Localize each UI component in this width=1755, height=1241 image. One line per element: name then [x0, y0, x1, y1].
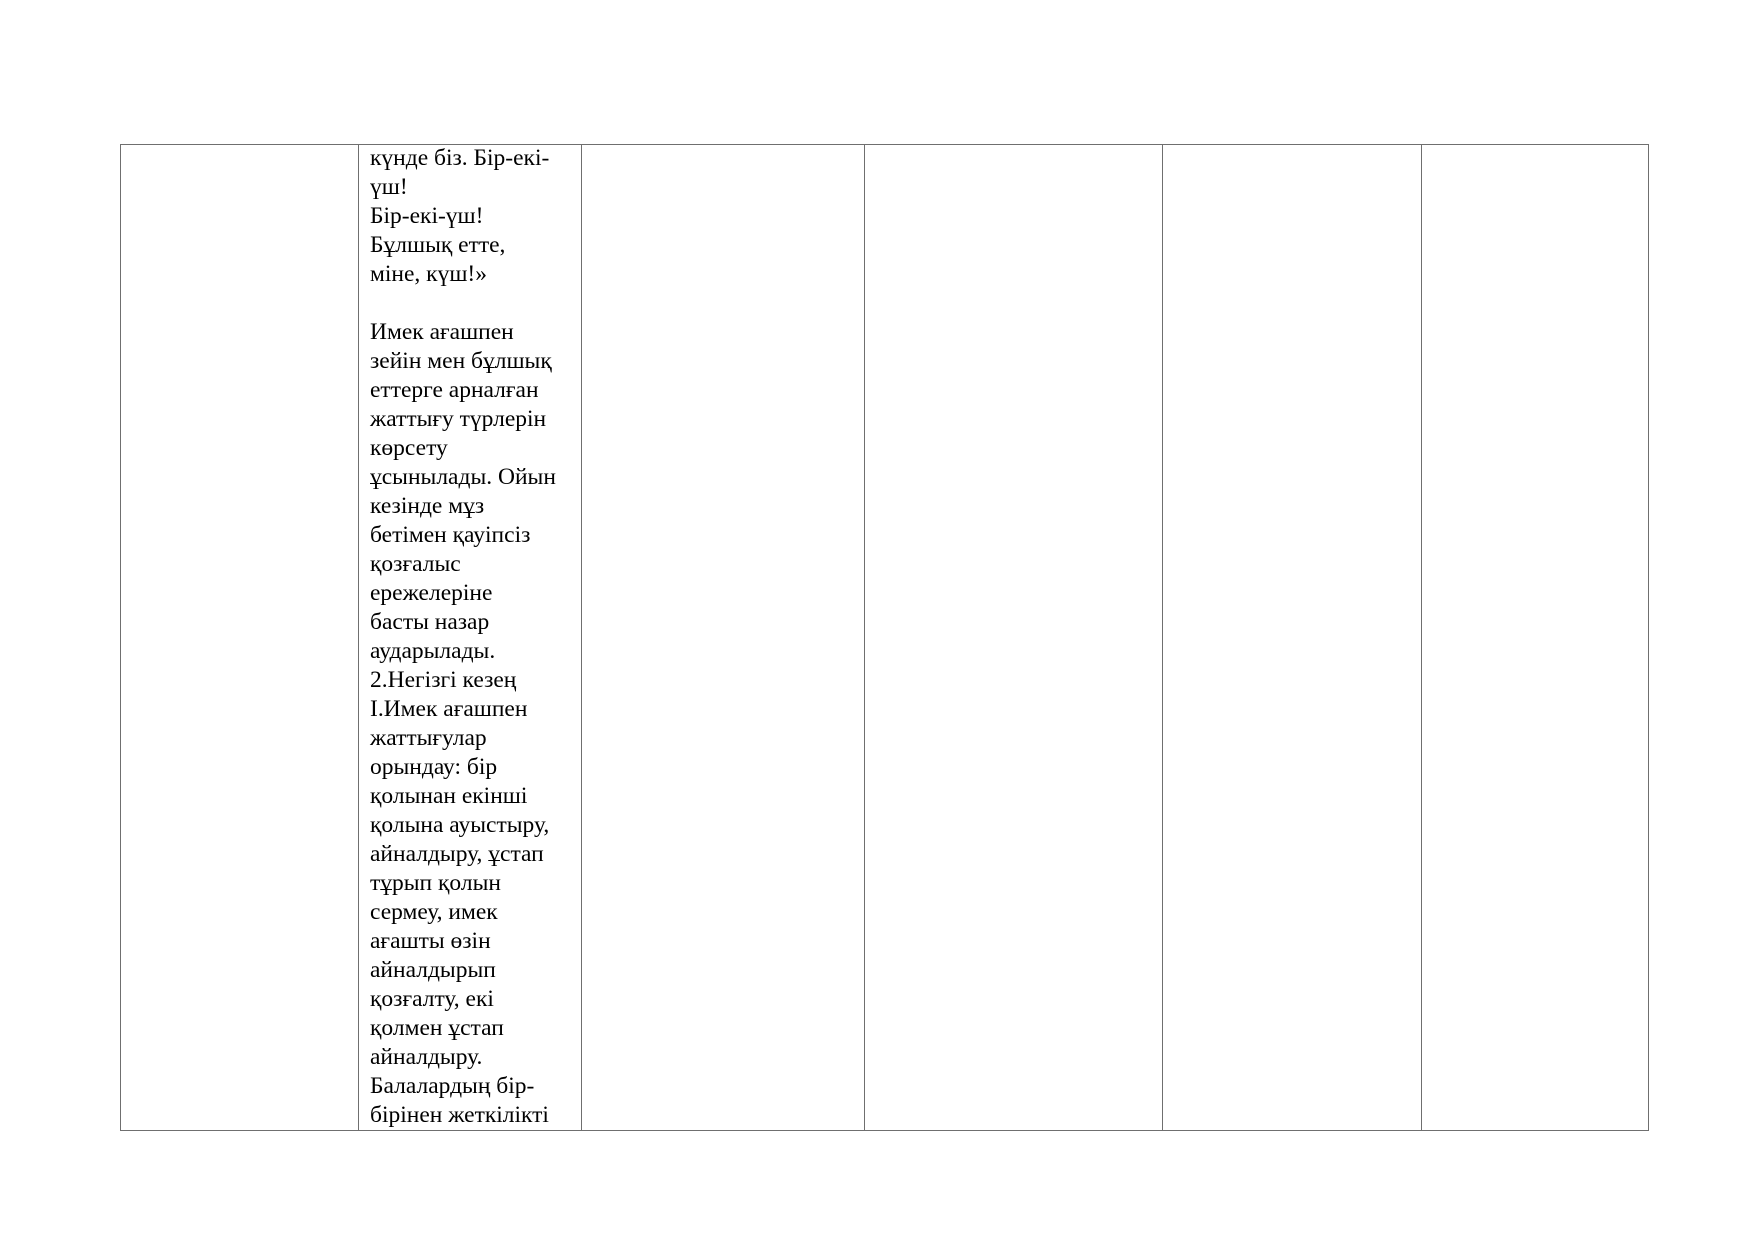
table-cell-col2	[359, 145, 582, 1131]
table-cell-col3	[582, 145, 865, 1131]
cell-text-col6	[1422, 144, 1648, 1128]
table-row	[121, 145, 1649, 1131]
cell-text-col2: күнде біз. Бір-екі- үш! Бір-екі-үш! Бұлшық етте, міне, күш!» Имек ағашпен зейін мен бұлшық еттерге арналған жаттығу түрлерін көрсету ұсынылады. Ойын кезінде мұз бетімен қауіпсіз қозғалыс ережелеріне басты назар аударылады. 2.Негізгі кезең I.Имек ағашпен жаттығулар орындау: бір қолынан екінші қолына ауыстыру, айналдыру, ұстап тұрып қолын сермеу, имек ағашты өзін айналдырып қозғалту, екі қолмен ұстап айналдыру. Балалардың бір- бірінен жеткілікті	[370, 145, 556, 1128]
cell-text-col1	[121, 144, 358, 1128]
table-cell-col4	[865, 145, 1163, 1131]
cell-text-col3	[582, 144, 864, 1128]
table-cell-col5	[1163, 145, 1422, 1131]
cell-text-col5	[1163, 144, 1421, 1128]
lesson-plan-table	[120, 144, 1649, 1131]
table-cell-col6	[1422, 145, 1649, 1131]
cell-text-col4	[865, 144, 1162, 1128]
table-cell-col1	[121, 145, 359, 1131]
